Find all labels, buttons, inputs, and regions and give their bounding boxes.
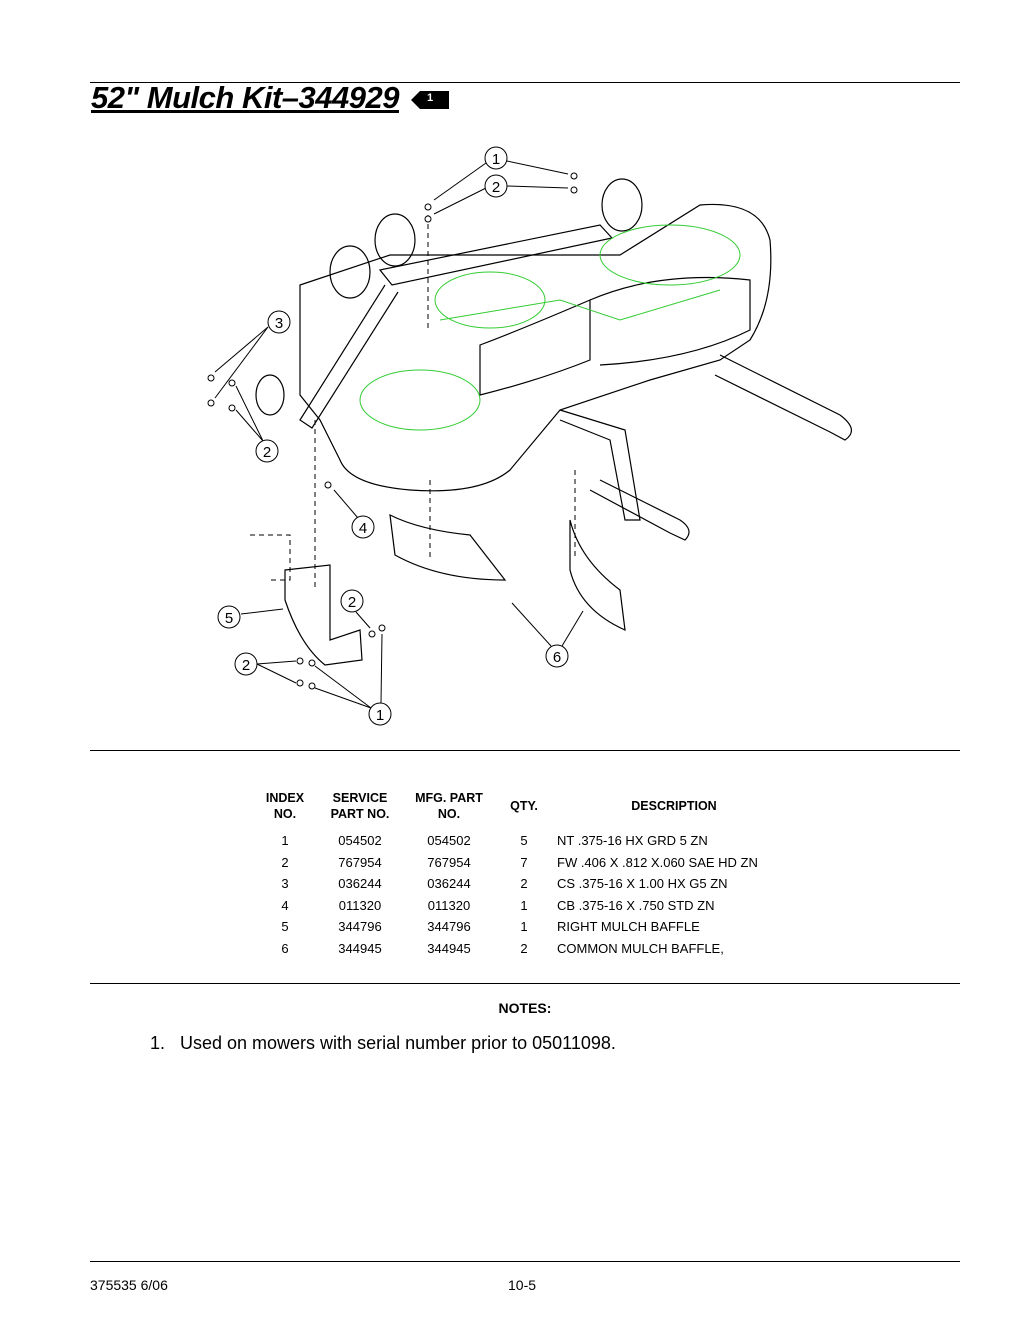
footer-document-id: 375535 6/06	[90, 1277, 168, 1293]
callout-label: 6	[552, 649, 562, 666]
table-row: 3 036244 036244 2 CS .375-16 X 1.00 HX G5 ZN	[281, 876, 728, 892]
table-row: 5 344796 344796 1 RIGHT MULCH BAFFLE	[281, 919, 700, 935]
callout-label: 4	[358, 520, 368, 537]
note-text: Used on mowers with serial number prior to 05011098.	[180, 1033, 616, 1053]
table-row: 1 054502 054502 5 NT .375-16 HX GRD 5 ZN	[281, 833, 708, 848]
callout-3	[268, 311, 290, 333]
gauge-wheel-4	[256, 375, 284, 415]
lower-frame	[560, 410, 640, 520]
note-reference-flag	[411, 91, 449, 109]
callout-1-bottom	[369, 703, 391, 725]
callout-2-bottom	[235, 653, 257, 675]
callout-label: 2	[491, 179, 501, 196]
callout-2-top	[485, 175, 507, 197]
rear-arm-left	[590, 480, 689, 540]
notes-top-rule	[90, 983, 960, 984]
footer-rule	[90, 1261, 960, 1262]
callout-1-top	[485, 147, 507, 169]
callout-label: 1	[491, 151, 501, 168]
callout-label: 2	[262, 444, 272, 461]
footer-page-number: 10-5	[508, 1277, 537, 1293]
gauge-wheel-2	[330, 246, 370, 298]
common-mulch-baffle-left	[390, 515, 505, 580]
header-mfg-part-no: MFG. PART NO.	[415, 791, 483, 821]
page-title: 52" Mulch Kit–344929	[91, 80, 399, 115]
blade-circle-center	[435, 272, 545, 328]
deck-left-rail	[300, 285, 398, 428]
note-number: 1.	[150, 1033, 166, 1053]
callout-label: 2	[347, 594, 357, 611]
spindle-housing-center	[480, 300, 590, 395]
rear-arm-right	[715, 355, 851, 440]
callout-2-mid	[341, 590, 363, 612]
callout-label: 1	[375, 707, 385, 724]
header-description: DESCRIPTION	[631, 799, 717, 813]
callout-label: 5	[224, 610, 234, 627]
table-header-row	[249, 786, 799, 830]
header-qty: QTY.	[510, 799, 538, 813]
exploded-parts-diagram	[195, 140, 865, 740]
spindle-housing-right	[590, 278, 750, 366]
deck-housing	[300, 204, 771, 490]
callout-label: 3	[274, 315, 284, 332]
table-top-rule	[90, 750, 960, 751]
callout-label: 2	[241, 657, 251, 674]
note-item	[150, 1033, 616, 1054]
callout-4	[352, 516, 374, 538]
right-mulch-baffle	[285, 565, 362, 665]
note-reference-number: 1	[427, 92, 434, 104]
table-row: 2 767954 767954 7 FW .406 X .812 X.060 SAE HD ZN	[281, 854, 758, 870]
callout-2-left	[256, 440, 278, 462]
notes-heading: NOTES:	[498, 1000, 552, 1016]
callout-5	[218, 606, 240, 628]
table-row: 4 011320 011320 1 CB .375-16 X .750 STD ZN	[281, 897, 715, 913]
header-service-part-no: SERVICE PART NO.	[330, 791, 390, 821]
parts-table	[249, 786, 799, 960]
blade-circle-left	[360, 370, 480, 430]
gauge-wheel-3	[602, 179, 642, 231]
gauge-wheel-1	[375, 214, 415, 266]
table-row: 6 344945 344945 2 COMMON MULCH BAFFLE,	[281, 940, 724, 956]
blade-outline	[440, 290, 720, 320]
callout-6	[546, 645, 568, 667]
header-index: INDEX NO.	[265, 791, 305, 821]
common-mulch-baffle-right	[570, 520, 625, 630]
